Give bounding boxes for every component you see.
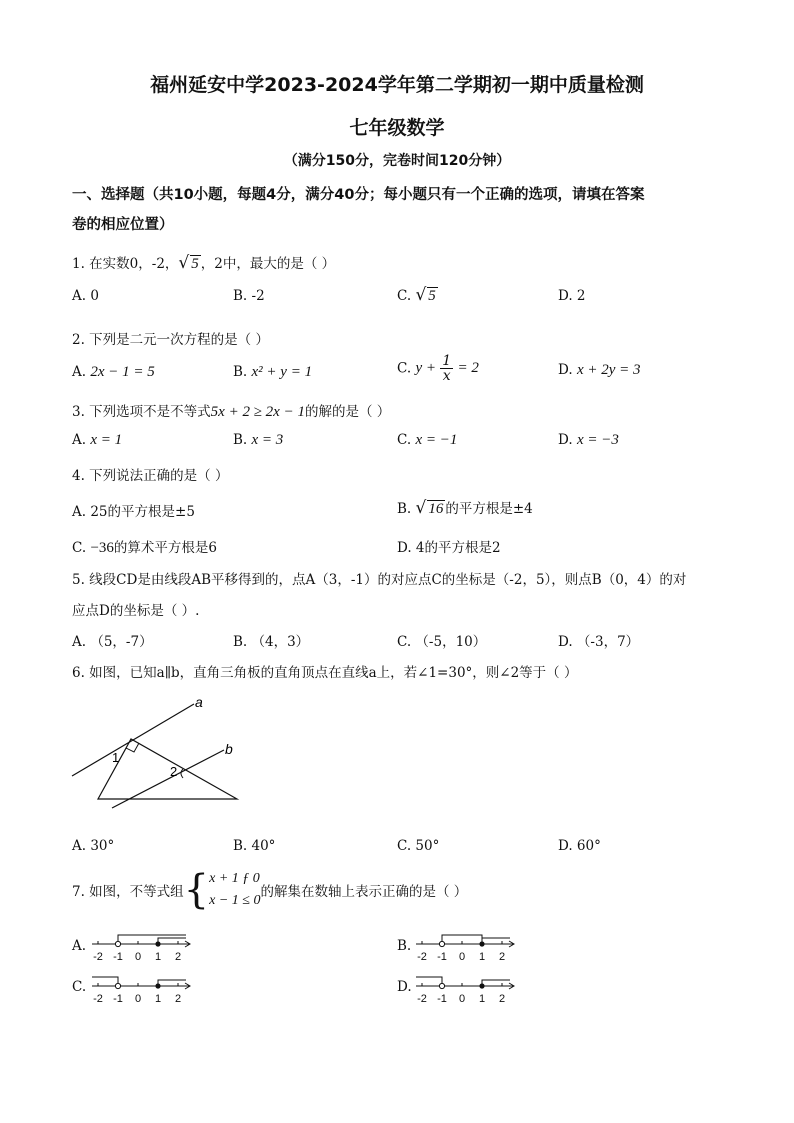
q3-option-c-math: x = −1 (415, 432, 458, 448)
filled-dot (155, 983, 160, 988)
q3-option-a-math: x = 1 (90, 432, 123, 448)
q7-stem-post: 的解集在数轴上表示正确的是（ ） (260, 884, 468, 900)
q7-system (209, 868, 260, 912)
q2-option-a-label: A. (72, 364, 87, 380)
solution-ray (118, 935, 186, 944)
q1-option-d[interactable]: D. 2 (558, 288, 586, 304)
q7-brace: { (183, 867, 210, 913)
open-dot (115, 941, 120, 946)
q3-option-b-math: x = 3 (251, 432, 284, 448)
q3-option-d[interactable] (558, 432, 619, 449)
label-angle-1: 1 (112, 750, 120, 765)
q1-radicand: 5 (191, 256, 199, 272)
filled-dot (479, 983, 484, 988)
q6-option-c[interactable]: C. 50° (397, 838, 440, 854)
axis-tick-label: -1 (437, 951, 447, 962)
q7-option-a-label: A. (72, 938, 87, 954)
q1-option-c-radicand: 5 (428, 288, 436, 304)
q4-option-c[interactable] (72, 536, 217, 557)
q4-option-b-sqrt-sign: √ (415, 498, 427, 518)
axis-tick-label: 0 (134, 993, 142, 1004)
q7-stem (72, 868, 467, 912)
q3-option-d-math: x = −3 (576, 432, 619, 448)
q4-stem: 4. 下列说法正确的是（ ） (72, 468, 229, 484)
angle-2-arc (181, 769, 183, 778)
q1-option-a[interactable]: A. 0 (72, 288, 99, 304)
label-a: a (195, 694, 203, 710)
axis-tick-label: 2 (498, 951, 506, 962)
q5-option-a[interactable]: A. （5，-7） (72, 634, 153, 650)
q2-option-d[interactable] (558, 362, 641, 379)
q1-stem (72, 252, 335, 273)
q4-option-c-label: C. (72, 540, 87, 556)
filled-dot (155, 941, 160, 946)
axis-tick-label: -2 (417, 993, 427, 1004)
q1-stem-pre: 1. 在实数0，-2， (72, 256, 179, 272)
q5-stem-line2: 应点D的坐标是（ ）. (72, 603, 200, 619)
q3-option-a[interactable] (72, 432, 122, 449)
q2-option-c-numerator: 1 (442, 353, 452, 369)
q7-option-a-numberline[interactable] (90, 926, 194, 962)
q6-option-d[interactable]: D. 60° (558, 838, 601, 854)
exam-title: 福州延安中学2023-2024学年第二学期初一期中质量检测 (150, 74, 644, 96)
solution-ray (482, 980, 510, 986)
q4-option-c-math: −36 (90, 540, 114, 556)
axis-tick-label: -1 (113, 993, 123, 1004)
q7-option-c-label: C. (72, 979, 87, 995)
q7-option-c-numberline[interactable] (90, 968, 194, 1004)
solution-ray (92, 977, 118, 986)
q2-option-d-math: x + 2y = 3 (576, 362, 641, 378)
open-dot (439, 941, 444, 946)
section-heading-line2: 卷的相应位置） (72, 217, 174, 233)
axis-tick-label: 2 (498, 993, 506, 1004)
solution-ray (416, 977, 442, 986)
axis-tick-label: 0 (134, 951, 142, 962)
q3-option-c-label: C. (397, 432, 412, 448)
axis-tick-label: -2 (417, 951, 427, 962)
q2-option-a[interactable] (72, 364, 155, 381)
q6-stem: 6. 如图，已知a∥b，直角三角板的直角顶点在直线a上，若∠1=30°，则∠2等于（ ） (72, 665, 578, 681)
q2-option-c-post: = 2 (457, 360, 479, 376)
q1-option-c-label: C. (397, 288, 412, 304)
q2-option-d-label: D. (558, 362, 573, 378)
q3-option-b-label: B. (233, 432, 248, 448)
q2-option-c-fraction (440, 354, 453, 383)
axis-tick-label: 0 (458, 951, 466, 962)
exam-subtitle: 七年级数学 (349, 117, 445, 139)
axis-tick-label: 0 (458, 993, 466, 1004)
q1-option-c-sqrt-sign: √ (415, 285, 427, 305)
q7-option-d-numberline[interactable] (414, 968, 518, 1004)
solution-ray (158, 938, 186, 944)
q2-option-c[interactable] (397, 354, 479, 383)
q5-option-c[interactable]: C. （-5，10） (397, 634, 487, 650)
q2-option-c-pre: y + (415, 360, 436, 376)
axis-tick-label: 1 (478, 993, 486, 1004)
q7-option-d-label: D. (397, 979, 412, 995)
q3-stem (72, 400, 390, 421)
q3-option-d-label: D. (558, 432, 573, 448)
q3-option-b[interactable] (233, 432, 283, 449)
open-dot (439, 983, 444, 988)
q2-option-b-math: x² + y = 1 (251, 364, 313, 380)
q2-option-b-label: B. (233, 364, 248, 380)
q4-option-c-post: 的算术平方根是6 (113, 540, 217, 556)
q3-option-a-label: A. (72, 432, 87, 448)
axis-tick-label: -1 (437, 993, 447, 1004)
q1-option-c[interactable] (397, 285, 438, 305)
q2-option-c-label: C. (397, 360, 412, 377)
q4-option-b-post: 的平方根是±4 (445, 501, 533, 517)
q2-option-b[interactable] (233, 364, 312, 381)
axis-tick-label: 1 (478, 951, 486, 962)
q3-stem-post: 的解的是（ ） (304, 404, 391, 420)
section-heading-line1: 一、选择题（共10小题，每题4分，满分40分；每小题只有一个正确的选项，请填在答案 (72, 187, 645, 203)
solution-ray (482, 938, 510, 944)
q5-option-d[interactable]: D. （-3，7） (558, 634, 640, 650)
q4-option-b-radicand: 16 (428, 501, 444, 517)
q5-option-b[interactable]: B. （4，3） (233, 634, 310, 650)
label-angle-2: 2 (170, 764, 178, 779)
solution-ray (158, 980, 186, 986)
q7-system-line1: x + 1 ƒ 0 (209, 871, 260, 886)
q4-option-b[interactable] (397, 497, 533, 518)
axis-tick-label: 1 (154, 951, 162, 962)
q6-figure (60, 690, 260, 810)
q6-option-b[interactable]: B. 40° (233, 838, 276, 854)
q2-option-c-denominator: x (442, 368, 451, 384)
q7-stem-pre: 7. 如图，不等式组 (72, 884, 184, 900)
axis-tick-label: -2 (93, 951, 103, 962)
q6-option-a[interactable]: A. 30° (72, 838, 115, 854)
axis-tick-label: 2 (174, 951, 182, 962)
q1-option-b[interactable]: B. -2 (233, 288, 265, 304)
q1-stem-post: ，2中，最大的是（ ） (200, 256, 336, 272)
q4-option-a[interactable]: A. 25的平方根是±5 (72, 504, 195, 520)
axis-tick-label: -2 (93, 993, 103, 1004)
q4-option-b-label: B. (397, 501, 412, 517)
q1-sqrt-sign: √ (178, 253, 190, 273)
q7-system-line2: x − 1 ≤ 0 (209, 893, 261, 908)
axis-tick-label: 1 (154, 993, 162, 1004)
filled-dot (479, 941, 484, 946)
q2-option-a-math: 2x − 1 = 5 (90, 364, 155, 380)
axis-tick-label: -1 (113, 951, 123, 962)
q5-stem-line1: 5. 线段CD是由线段AB平移得到的，点A（3，-1）的对应点C的坐标是（-2，5），则点B（0，4）的对 (72, 572, 687, 588)
q3-option-c[interactable] (397, 432, 457, 449)
q4-option-d[interactable]: D. 4的平方根是2 (397, 540, 501, 556)
axis-tick-label: 2 (174, 993, 182, 1004)
q3-stem-math: 5x + 2 ≥ 2x − 1 (210, 404, 305, 420)
q3-stem-pre: 3. 下列选项不是不等式 (72, 404, 211, 420)
label-b: b (225, 741, 233, 757)
q2-stem: 2. 下列是二元一次方程的是（ ） (72, 332, 269, 348)
open-dot (115, 983, 120, 988)
q7-option-b-numberline[interactable] (414, 926, 518, 962)
q7-option-b-label: B. (397, 938, 412, 954)
exam-note: （满分150分，完卷时间120分钟） (283, 153, 511, 169)
